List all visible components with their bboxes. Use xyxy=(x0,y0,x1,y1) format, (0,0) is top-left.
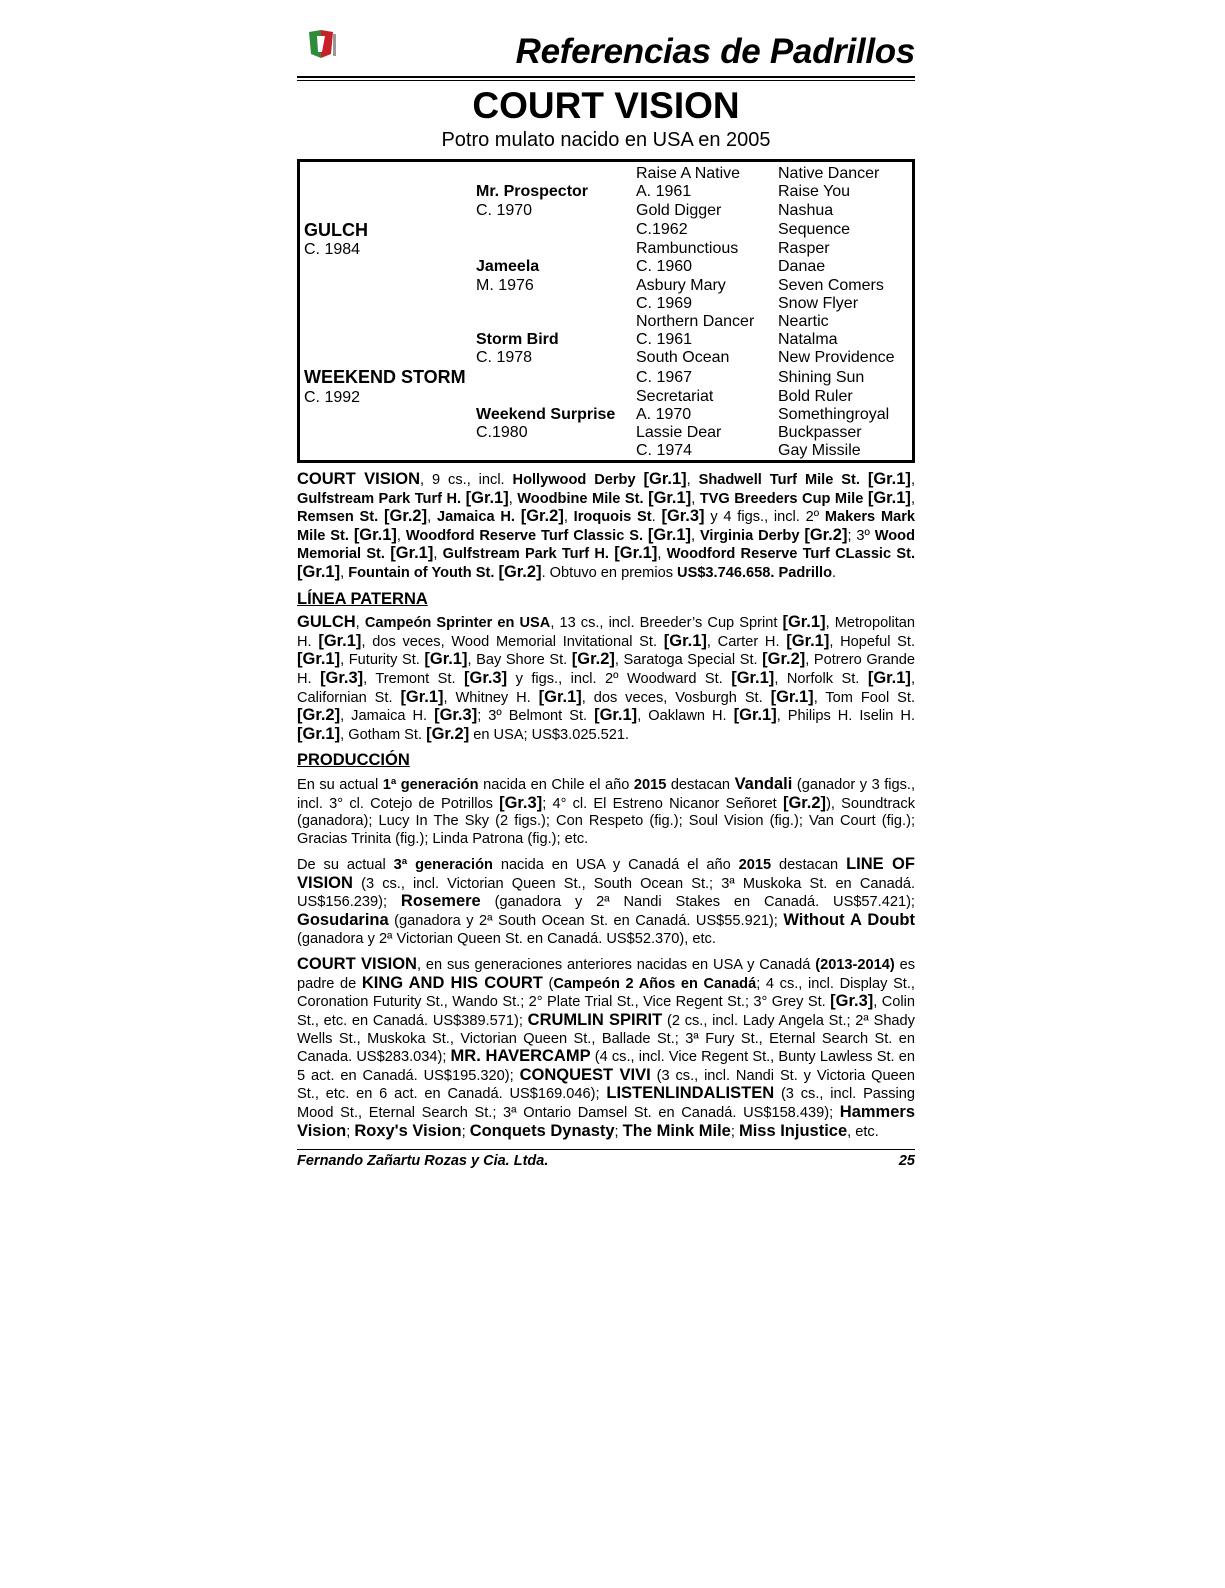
document-body xyxy=(297,471,915,1141)
gen4-ancestor: Danae xyxy=(778,258,826,275)
sire-sire-year: C. 1970 xyxy=(476,202,533,219)
gen4-ancestor: Native Dancer xyxy=(778,165,880,182)
gen4-ancestor: Shining Sun xyxy=(778,369,865,386)
dam-dam-name: Weekend Surprise xyxy=(476,406,616,423)
gen4-ancestor: Neartic xyxy=(778,313,829,330)
gen3-name: Lassie Dear xyxy=(636,424,722,441)
dam-dam-year: C.1980 xyxy=(476,424,528,441)
gen3-year: C. 1961 xyxy=(636,331,693,348)
gen3-name: Asbury Mary xyxy=(636,277,726,294)
gen3-name: Rambunctious xyxy=(636,240,739,257)
page-footer xyxy=(297,1149,915,1175)
gen3-year: A. 1961 xyxy=(636,183,692,200)
production-previous-paragraph: COURT VISION, en sus generaciones anteriores nacidas en USA y Canadá (2013-2014) es padre de KING AND HIS COURT (Campeón 2 Años en Canadá; 4 cs., incl. Display St., Coronation Futurity St., Wando St.; 2° Plate Trial St., Vice Regent St.; 3° Grey St. [Gr.3], Colin St., etc. en Canadá. US$389.571); CRUMLIN SPIRIT (2 cs., incl. Lady Angela St.; 2ª Shady Wells St., Muskoka St., Victorian Queen St., Ballade St.; 3ª Fury St., Eternal Search St. en Canada. US$283.034); MR. HAVERCAMP (4 cs., incl. Vice Regent St., Bunty Lawless St. en 5 act. en Canadá. US$195.320); CONQUEST VIVI (3 cs., incl. Nandi St. y Victoria Queen St., etc. en 6 act. en Canadá. US$169.046); LISTENLINDALISTEN (3 cs., incl. Passing Mood St., Eternal Search St.; 3ª Ontario Damsel St. en Canadá. US$158.439); Hammers Vision; Roxy's Vision; Conquets Dynasty; The Mink Mile; Miss Injustice, etc. xyxy=(297,955,916,1140)
dam-name: WEEKEND STORM xyxy=(304,367,466,387)
gen4-ancestor: Snow Flyer xyxy=(778,295,859,312)
gen4-ancestor: New Providence xyxy=(778,349,895,366)
gen4-ancestor: Raise You xyxy=(778,183,851,200)
gen4-ancestor: Natalma xyxy=(778,331,838,348)
document-page xyxy=(297,24,915,1175)
sire-dam-year: M. 1976 xyxy=(476,277,534,294)
sire-sire-name: Mr. Prospector xyxy=(476,183,589,200)
gen3-name: Gold Digger xyxy=(636,202,722,219)
sire-name: GULCH xyxy=(304,220,368,240)
gen3-year: C. 1967 xyxy=(636,369,693,386)
header-title: Referencias de Padrillos xyxy=(515,32,915,71)
production-chile-paragraph: En su actual 1ª generación nacida en Chile el año 2015 destacan Vandali (ganador y 3 figs., incl. 3° cl. Cotejo de Potrillos [Gr.3]; 4° cl. El Estreno Nicanor Señoret [Gr.2]), Soundtrack (ganadora); Lucy In The Sky (2 figs.); Con Respeto (fig.); Soul Vision (fig.); Van Court (fig.); Gracias Trinita (fig.); Linda Patrona (fig.); etc. xyxy=(297,774,916,847)
section-heading-linea-paterna: LÍNEA PATERNA xyxy=(297,589,428,608)
gen4-ancestor: Seven Comers xyxy=(778,277,884,294)
gen3-year: C. 1974 xyxy=(636,442,693,459)
gen4-ancestor: Buckpasser xyxy=(778,424,862,441)
page-header xyxy=(297,24,915,76)
gen4-ancestor: Sequence xyxy=(778,221,851,238)
horse-subtitle: Potro mulato nacido en USA en 2005 xyxy=(441,129,771,151)
pedigree-table xyxy=(297,159,915,463)
gen3-year: C.1962 xyxy=(636,221,688,238)
stud-logo-icon xyxy=(305,28,337,62)
gen3-name: South Ocean xyxy=(636,349,730,366)
racing-record-paragraph: COURT VISION, 9 cs., incl. Hollywood Derby [Gr.1], Shadwell Turf Mile St. [Gr.1], Gulfstream Park Turf H. [Gr.1], Woodbine Mile St. [Gr.1], TVG Breeders Cup Mile [Gr.1], Remsen St. [Gr.2], Jamaica H. [Gr.2], Iroquois St. [Gr.3] y 4 figs., incl. 2º Makers Mark Mile St. [Gr.1], Woodford Reserve Turf Classic S. [Gr.1], Virginia Derby [Gr.2]; 3º Wood Memorial St. [Gr.1], Gulfstream Park Turf H. [Gr.1], Woodford Reserve Turf CLassic St. [Gr.1], Fountain of Youth St. [Gr.2]. Obtuvo en premios US$3.746.658. Padrillo. xyxy=(297,470,916,581)
dam-year: C. 1992 xyxy=(304,389,361,406)
sire-year: C. 1984 xyxy=(304,241,361,258)
gen3-name: Northern Dancer xyxy=(636,313,755,330)
horse-name: COURT VISION xyxy=(472,85,740,126)
gen4-ancestor: Nashua xyxy=(778,202,834,219)
section-heading-produccion: PRODUCCIÓN xyxy=(297,751,410,770)
gen4-ancestor: Somethingroyal xyxy=(778,406,890,423)
dam-sire-name: Storm Bird xyxy=(476,331,559,348)
gen3-year: C. 1969 xyxy=(636,295,693,312)
gen3-name: Raise A Native xyxy=(636,165,741,182)
gen4-ancestor: Bold Ruler xyxy=(778,388,853,405)
gen3-name: Secretariat xyxy=(636,388,714,405)
page-number: 25 xyxy=(898,1153,915,1170)
gen3-year: A. 1970 xyxy=(636,406,692,423)
dam-sire-year: C. 1978 xyxy=(476,349,533,366)
footer-company: Fernando Zañartu Rozas y Cia. Ltda. xyxy=(297,1153,549,1170)
header-rule xyxy=(297,76,915,81)
gen4-ancestor: Gay Missile xyxy=(778,442,861,459)
production-usa-paragraph: De su actual 3ª generación nacida en USA y Canadá el año 2015 destacan LINE OF VISION (3 cs., incl. Victorian Queen St., South Ocean St.; 3ª Muskoka St. en Canadá. US$156.239); Rosemere (ganadora y 2ª Nandi Stakes en Canadá. US$57.421); Gosudarina (ganadora y 2ª South Ocean St. en Canadá. US$55.921); Without A Doubt (ganadora y 2ª Victorian Queen St. en Canadá. US$52.370), etc. xyxy=(297,855,915,947)
gen4-ancestor: Rasper xyxy=(778,240,830,257)
gen3-year: C. 1960 xyxy=(636,258,693,275)
paternal-line-paragraph: GULCH, Campeón Sprinter en USA, 13 cs., incl. Breeder’s Cup Sprint [Gr.1], Metropolitan H. [Gr.1], dos veces, Wood Memorial Invitational St. [Gr.1], Carter H. [Gr.1], Hopeful St. [Gr.1], Futurity St. [Gr.1], Bay Shore St. [Gr.2], Saratoga Special St. [Gr.2], Potrero Grande H. [Gr.3], Tremont St. [Gr.3] y figs., incl. 2º Woodward St. [Gr.1], Norfolk St. [Gr.1], Californian St. [Gr.1], Whitney H. [Gr.1], dos veces, Vosburgh St. [Gr.1], Tom Fool St. [Gr.2], Jamaica H. [Gr.3]; 3º Belmont St. [Gr.1], Oaklawn H. [Gr.1], Philips H. Iselin H. [Gr.1], Gotham St. [Gr.2] en USA; US$3.025.521. xyxy=(297,613,916,743)
sire-dam-name: Jameela xyxy=(476,258,540,275)
